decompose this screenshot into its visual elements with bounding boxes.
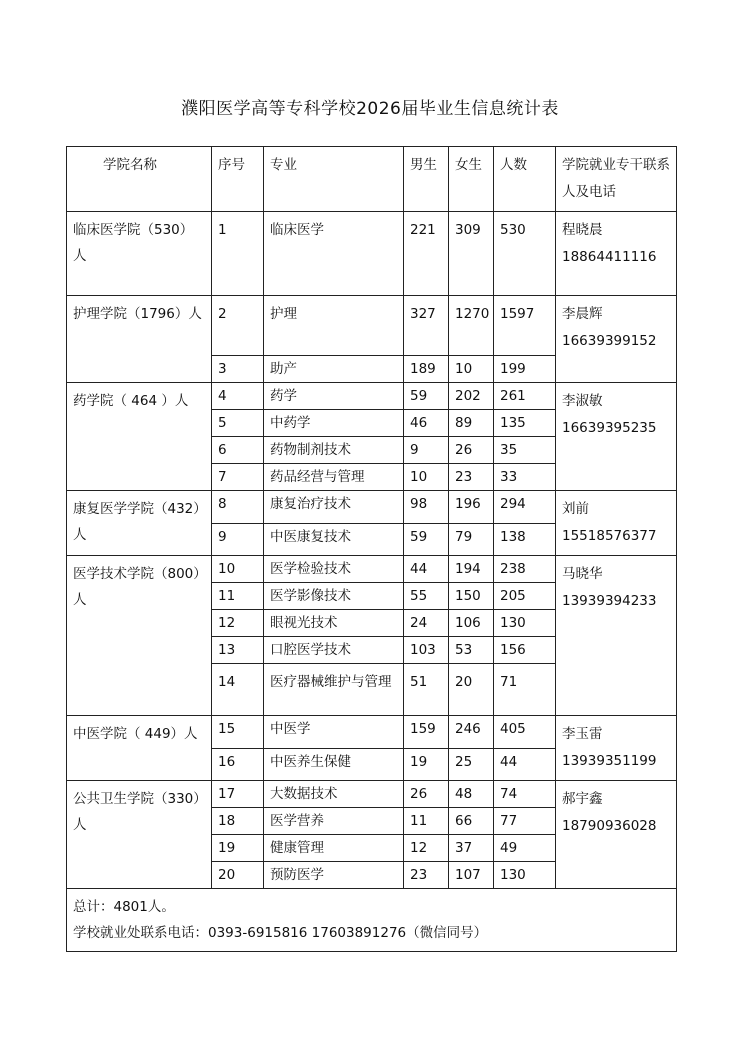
- male-count: 98: [404, 491, 449, 524]
- footer-row: [67, 889, 677, 952]
- female-count: 79: [449, 523, 494, 556]
- major-no: 2: [212, 296, 264, 356]
- major-no: 20: [212, 862, 264, 889]
- college-name: 护理学院（1796）人: [67, 296, 212, 383]
- college-name: 康复医学学院（432）人: [67, 491, 212, 556]
- major-no: 12: [212, 610, 264, 637]
- major-no: 15: [212, 716, 264, 749]
- major-no: 8: [212, 491, 264, 524]
- female-count: 196: [449, 491, 494, 524]
- female-count: 25: [449, 748, 494, 781]
- footer-cell: [67, 889, 677, 952]
- major-name: 中医康复技术: [264, 523, 404, 556]
- office-phone: 学校就业处联系电话：0393-6915816 17603891276（微信同号）: [73, 925, 488, 941]
- contact-name: 程晓晨: [562, 222, 603, 238]
- contact-name: 李晨辉: [562, 306, 603, 322]
- contact-phone: 15518576377: [562, 528, 657, 544]
- contact-phone: 18790936028: [562, 818, 657, 834]
- college-name: 医学技术学院（800）人: [67, 556, 212, 716]
- major-name: 健康管理: [264, 835, 404, 862]
- contact-phone: 16639395235: [562, 420, 657, 436]
- male-count: 19: [404, 748, 449, 781]
- major-name: 医学影像技术: [264, 583, 404, 610]
- total-count: 135: [494, 410, 556, 437]
- total-count: 205: [494, 583, 556, 610]
- contact-name: 刘前: [562, 501, 589, 517]
- table-row: [67, 212, 677, 296]
- male-count: 189: [404, 356, 449, 383]
- major-name: 中医养生保健: [264, 748, 404, 781]
- major-name: 中药学: [264, 410, 404, 437]
- college-name: 中医学院（ 449）人: [67, 716, 212, 781]
- major-name: 药品经营与管理: [264, 464, 404, 491]
- table-row: [67, 296, 677, 356]
- male-count: 103: [404, 637, 449, 664]
- major-name: 康复治疗技术: [264, 491, 404, 524]
- college-contact: [556, 212, 677, 296]
- male-count: 9: [404, 437, 449, 464]
- female-count: 1270: [449, 296, 494, 356]
- college-contact: [556, 296, 677, 383]
- header-college: 学院名称: [67, 147, 212, 212]
- major-no: 3: [212, 356, 264, 383]
- female-count: 89: [449, 410, 494, 437]
- college-contact: [556, 556, 677, 716]
- female-count: 37: [449, 835, 494, 862]
- male-count: 23: [404, 862, 449, 889]
- total-count: 138: [494, 523, 556, 556]
- header-row: [67, 147, 677, 212]
- total-count: 71: [494, 664, 556, 716]
- major-no: 1: [212, 212, 264, 296]
- major-no: 11: [212, 583, 264, 610]
- major-name: 药物制剂技术: [264, 437, 404, 464]
- table-row: [67, 716, 677, 749]
- male-count: 159: [404, 716, 449, 749]
- male-count: 11: [404, 808, 449, 835]
- total-count: 530: [494, 212, 556, 296]
- total-count: 199: [494, 356, 556, 383]
- contact-phone: 18864411116: [562, 249, 657, 265]
- contact-name: 李淑敏: [562, 393, 603, 409]
- female-count: 107: [449, 862, 494, 889]
- male-count: 221: [404, 212, 449, 296]
- female-count: 246: [449, 716, 494, 749]
- total-count: 74: [494, 781, 556, 808]
- table-row: [67, 781, 677, 808]
- major-name: 护理: [264, 296, 404, 356]
- major-no: 14: [212, 664, 264, 716]
- female-count: 194: [449, 556, 494, 583]
- female-count: 10: [449, 356, 494, 383]
- male-count: 51: [404, 664, 449, 716]
- college-contact: [556, 491, 677, 556]
- major-no: 9: [212, 523, 264, 556]
- header-contact: 学院就业专干联系人及电话: [556, 147, 677, 212]
- major-name: 医学检验技术: [264, 556, 404, 583]
- major-name: 中医学: [264, 716, 404, 749]
- male-count: 46: [404, 410, 449, 437]
- college-name: 公共卫生学院（330）人: [67, 781, 212, 889]
- female-count: 48: [449, 781, 494, 808]
- college-name: 药学院（ 464 ）人: [67, 383, 212, 491]
- female-count: 309: [449, 212, 494, 296]
- table-row: [67, 491, 677, 524]
- header-major: 专业: [264, 147, 404, 212]
- college-contact: [556, 716, 677, 781]
- female-count: 53: [449, 637, 494, 664]
- major-no: 18: [212, 808, 264, 835]
- major-name: 临床医学: [264, 212, 404, 296]
- major-no: 5: [212, 410, 264, 437]
- female-count: 106: [449, 610, 494, 637]
- total-count: 130: [494, 610, 556, 637]
- major-no: 7: [212, 464, 264, 491]
- major-no: 17: [212, 781, 264, 808]
- male-count: 24: [404, 610, 449, 637]
- contact-name: 马晓华: [562, 566, 603, 582]
- male-count: 44: [404, 556, 449, 583]
- total-count: 294: [494, 491, 556, 524]
- major-name: 预防医学: [264, 862, 404, 889]
- page-title: 濮阳医学高等专科学校2026届毕业生信息统计表: [181, 99, 559, 119]
- header-no: 序号: [212, 147, 264, 212]
- total-count: 156: [494, 637, 556, 664]
- total-count: 35: [494, 437, 556, 464]
- header-female: 女生: [449, 147, 494, 212]
- graduate-statistics-table: [66, 146, 677, 952]
- male-count: 59: [404, 523, 449, 556]
- major-no: 10: [212, 556, 264, 583]
- total-count: 33: [494, 464, 556, 491]
- total-count: 77: [494, 808, 556, 835]
- total-count: 1597: [494, 296, 556, 356]
- major-name: 助产: [264, 356, 404, 383]
- college-contact: [556, 781, 677, 889]
- female-count: 66: [449, 808, 494, 835]
- contact-name: 郝宇鑫: [562, 791, 603, 807]
- total-count: 261: [494, 383, 556, 410]
- grand-total: 总计：4801人。: [73, 899, 175, 915]
- table-row: [67, 383, 677, 410]
- female-count: 26: [449, 437, 494, 464]
- college-contact: [556, 383, 677, 491]
- contact-phone: 13939351199: [562, 753, 657, 769]
- major-no: 13: [212, 637, 264, 664]
- major-name: 医学营养: [264, 808, 404, 835]
- male-count: 26: [404, 781, 449, 808]
- major-name: 医疗器械维护与管理: [264, 664, 404, 716]
- total-count: 405: [494, 716, 556, 749]
- major-no: 4: [212, 383, 264, 410]
- female-count: 20: [449, 664, 494, 716]
- header-male: 男生: [404, 147, 449, 212]
- male-count: 327: [404, 296, 449, 356]
- major-no: 19: [212, 835, 264, 862]
- header-total: 人数: [494, 147, 556, 212]
- college-name: 临床医学院（530）人: [67, 212, 212, 296]
- female-count: 23: [449, 464, 494, 491]
- total-count: 44: [494, 748, 556, 781]
- major-no: 6: [212, 437, 264, 464]
- male-count: 12: [404, 835, 449, 862]
- contact-phone: 13939394233: [562, 593, 657, 609]
- major-name: 口腔医学技术: [264, 637, 404, 664]
- total-count: 49: [494, 835, 556, 862]
- male-count: 59: [404, 383, 449, 410]
- table-row: [67, 556, 677, 583]
- major-name: 大数据技术: [264, 781, 404, 808]
- male-count: 55: [404, 583, 449, 610]
- major-name: 眼视光技术: [264, 610, 404, 637]
- major-no: 16: [212, 748, 264, 781]
- total-count: 130: [494, 862, 556, 889]
- male-count: 10: [404, 464, 449, 491]
- total-count: 238: [494, 556, 556, 583]
- major-name: 药学: [264, 383, 404, 410]
- contact-phone: 16639399152: [562, 333, 657, 349]
- contact-name: 李玉雷: [562, 726, 603, 742]
- female-count: 202: [449, 383, 494, 410]
- female-count: 150: [449, 583, 494, 610]
